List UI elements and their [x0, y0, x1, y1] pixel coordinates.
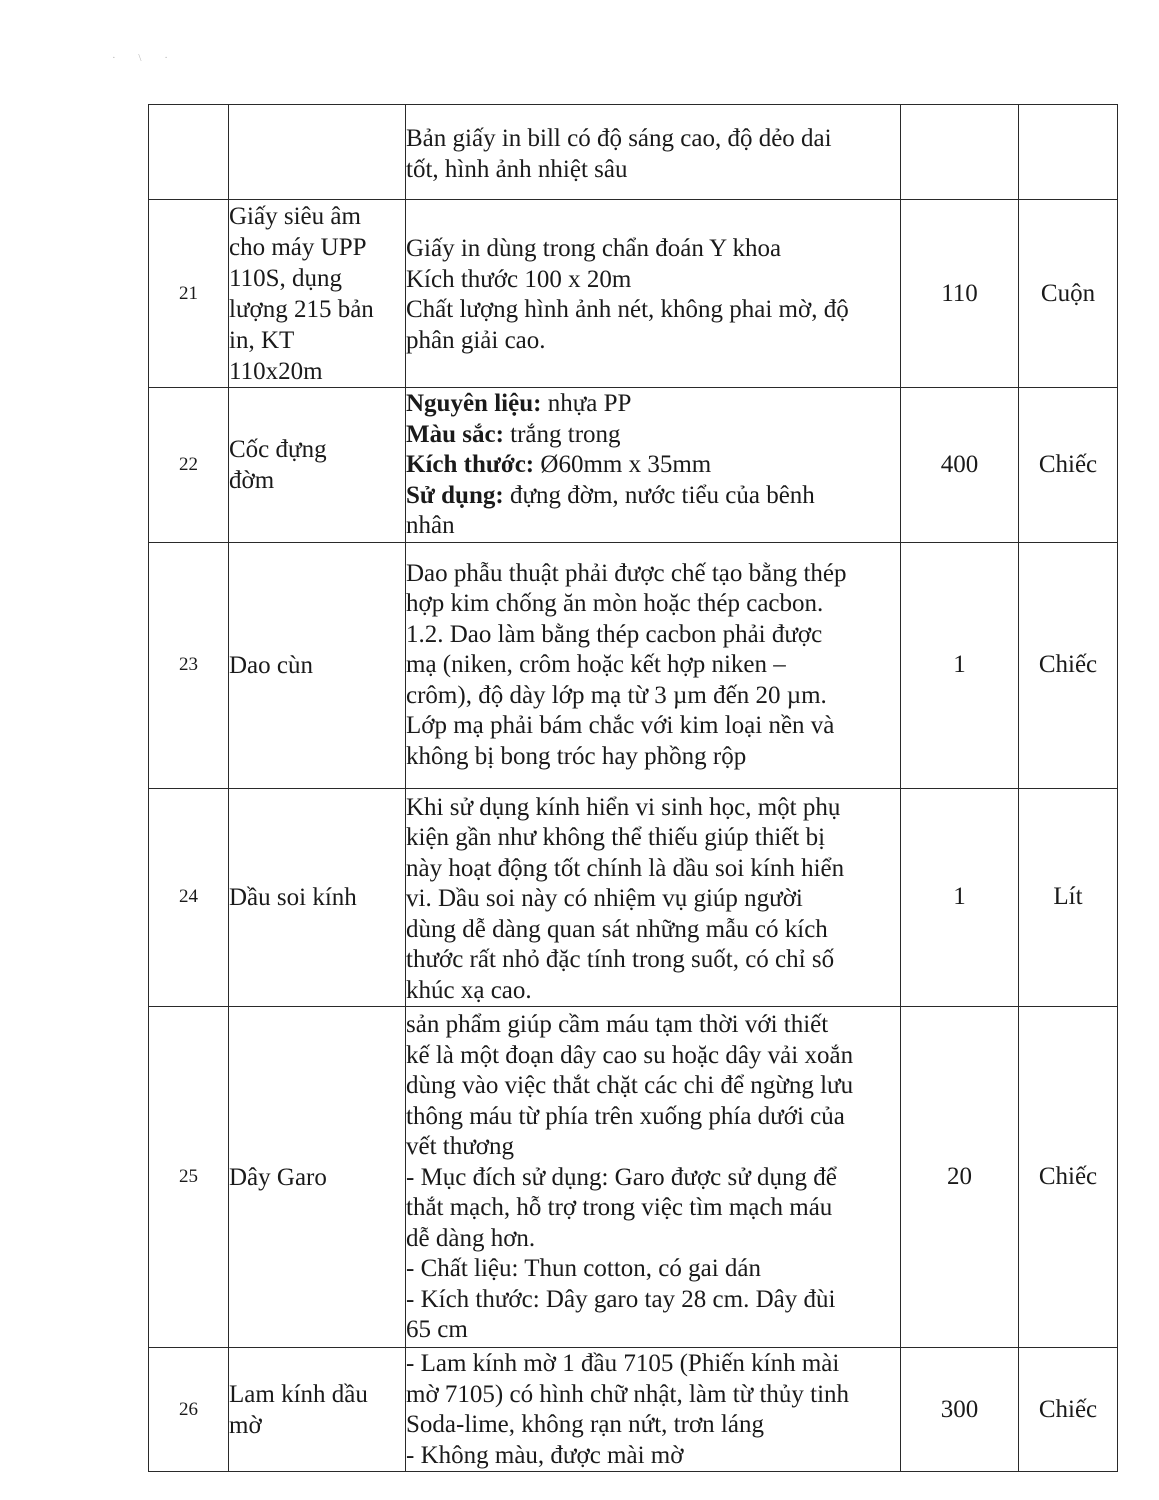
description-line: [406, 823, 900, 854]
description-line: [406, 1132, 900, 1163]
quantity: 300: [901, 1348, 1019, 1472]
description-line: [406, 1285, 900, 1316]
table-row: [149, 200, 1118, 388]
spec-label: Sử dụng:: [406, 481, 504, 509]
spec-text: Kích thước 100 x 20m: [406, 265, 632, 293]
spec-text: khúc xạ cao.: [406, 976, 532, 1004]
item-name-line: đờm: [229, 466, 275, 494]
unit: Chiếc: [1019, 1348, 1118, 1472]
item-name-line: mờ: [229, 1411, 262, 1439]
spec-text: hợp kim chống ăn mòn hoặc thép cacbon.: [406, 590, 824, 618]
description-line: [406, 976, 900, 1007]
spec-text: thước rất nhỏ đặc tính trong suốt, có chỉ số: [406, 946, 835, 973]
quantity: 1: [901, 542, 1019, 788]
spec-text: kiện gần như không thể thiếu giúp thiết bị: [406, 824, 826, 851]
row-number: 22: [149, 388, 229, 543]
description-line: [406, 326, 900, 357]
description-line: [406, 620, 900, 651]
item-name-line: Dây Garo: [229, 1163, 327, 1191]
spec-text: Lớp mạ phải bám chắc với kim loại nền và: [406, 712, 835, 740]
table-row: [149, 788, 1118, 1007]
table-body: [149, 105, 1118, 1472]
spec-text: kế là một đoạn dây cao su hoặc dây vải xoắn: [406, 1041, 854, 1069]
quantity: 1: [901, 788, 1019, 1007]
description-line: [406, 265, 900, 296]
spec-text: thắt mạch, hỗ trợ trong việc tìm mạch máu: [406, 1194, 833, 1222]
unit: Cuộn: [1019, 200, 1118, 388]
item-name: [229, 200, 406, 388]
spec-text: Soda-lime, không rạn nứt, trơn láng: [406, 1411, 764, 1438]
spec-text: 65 cm: [406, 1316, 468, 1344]
spec-text: crôm), độ dày lớp mạ từ 3 µm đến 20 µm.: [406, 681, 827, 709]
spec-text: vết thương: [406, 1133, 515, 1161]
item-description: [406, 542, 901, 788]
item-name: [229, 105, 406, 200]
description-line: [406, 742, 900, 773]
item-name-line: cho máy UPP: [229, 233, 367, 261]
unit: [1019, 105, 1118, 200]
item-name: [229, 1007, 406, 1348]
spec-text: mờ 7105) có hình chữ nhật, làm từ thủy tinh: [406, 1380, 850, 1408]
description-line: [406, 1163, 900, 1194]
quantity: [901, 105, 1019, 200]
row-number: [149, 105, 229, 200]
item-name: [229, 788, 406, 1007]
table-row: [149, 105, 1118, 200]
unit: Chiếc: [1019, 542, 1118, 788]
table-row: [149, 1348, 1118, 1472]
scan-margin-mark: · \ ·: [112, 52, 178, 64]
spec-text: Bản giấy in bill có độ sáng cao, độ dẻo dai: [406, 125, 832, 152]
spec-text: Giấy in dùng trong chẩn đoán Y khoa: [406, 235, 782, 262]
quantity: 400: [901, 388, 1019, 543]
row-number: 26: [149, 1348, 229, 1472]
unit: Chiếc: [1019, 388, 1118, 543]
description-line: [406, 1224, 900, 1255]
description-line: [406, 1254, 900, 1285]
item-name-line: Cốc đựng: [229, 435, 327, 463]
equipment-spec-table: [148, 104, 1118, 1472]
row-number: 25: [149, 1007, 229, 1348]
spec-text: tốt, hình ảnh nhiệt sâu: [406, 155, 628, 183]
description-line: [406, 420, 900, 451]
description-line: [406, 1102, 900, 1133]
description-line: [406, 589, 900, 620]
spec-text: Ø60mm x 35mm: [534, 451, 712, 478]
item-description: [406, 788, 901, 1007]
spec-text: sản phẩm giúp cầm máu tạm thời với thiết: [406, 1011, 829, 1039]
item-name: [229, 542, 406, 788]
description-line: [406, 155, 900, 186]
description-line: [406, 854, 900, 885]
spec-text: - Chất liệu: Thun cotton, có gai dán: [406, 1255, 762, 1283]
spec-text: dùng dễ dàng quan sát những mẫu có kích: [406, 915, 828, 943]
quantity: 110: [901, 200, 1019, 388]
row-number: 23: [149, 542, 229, 788]
description-line: [406, 1380, 900, 1411]
spec-label: Màu sắc:: [406, 420, 504, 448]
description-line: [406, 711, 900, 742]
spec-text: - Kích thước: Dây garo tay 28 cm. Dây đùi: [406, 1285, 836, 1313]
item-name: [229, 388, 406, 543]
description-line: [406, 1410, 900, 1441]
item-description: [406, 1007, 901, 1348]
description-line: [406, 559, 900, 590]
item-name-line: 110S, dụng: [229, 264, 342, 292]
spec-text: - Không màu, được mài mờ: [406, 1441, 684, 1469]
description-line: [406, 234, 900, 265]
spec-text: thông máu từ phía trên xuống phía dưới của: [406, 1102, 845, 1130]
spec-text: nhựa PP: [541, 390, 632, 417]
item-name-line: lượng 215 bản: [229, 295, 374, 323]
description-line: [406, 1315, 900, 1346]
spec-text: vi. Dầu soi này có nhiệm vụ giúp người: [406, 885, 803, 912]
description-line: [406, 124, 900, 155]
item-name-line: Giấy siêu âm: [229, 202, 361, 230]
item-name-line: Dầu soi kính: [229, 883, 357, 911]
description-line: [406, 945, 900, 976]
description-line: [406, 1441, 900, 1472]
spec-text: này hoạt động tốt chính là dầu soi kính hiển: [406, 854, 845, 882]
description-line: [406, 450, 900, 481]
table-row: [149, 542, 1118, 788]
item-description: [406, 388, 901, 543]
description-line: [406, 650, 900, 681]
table-row: [149, 388, 1118, 543]
description-line: [406, 884, 900, 915]
description-line: [406, 793, 900, 824]
spec-text: Chất lượng hình ảnh nét, không phai mờ, độ: [406, 296, 849, 323]
row-number: 24: [149, 788, 229, 1007]
item-name-line: Dao cùn: [229, 651, 313, 679]
item-name: [229, 1348, 406, 1472]
description-line: [406, 1193, 900, 1224]
description-line: [406, 481, 900, 512]
description-line: [406, 295, 900, 326]
spec-text: Dao phẫu thuật phải được chế tạo bằng thép: [406, 559, 847, 587]
spec-text: phân giải cao.: [406, 326, 546, 354]
item-name-line: 110x20m: [229, 357, 323, 385]
description-line: [406, 681, 900, 712]
item-description: [406, 1348, 901, 1472]
spec-label: Nguyên liệu:: [406, 390, 542, 417]
spec-text: - Mục đích sử dụng: Garo được sử dụng để: [406, 1163, 837, 1191]
item-name-line: Lam kính dầu: [229, 1380, 368, 1408]
description-line: [406, 389, 900, 420]
spec-text: đựng đờm, nước tiểu của bênh: [503, 481, 815, 509]
item-name-line: in, KT: [229, 326, 295, 354]
spec-text: trắng trong: [503, 420, 621, 448]
unit: Chiếc: [1019, 1007, 1118, 1348]
description-line: [406, 1010, 900, 1041]
quantity: 20: [901, 1007, 1019, 1348]
spec-text: mạ (niken, crôm hoặc kết hợp niken –: [406, 651, 786, 679]
spec-text: Khi sử dụng kính hiển vi sinh học, một phụ: [406, 793, 841, 821]
table-row: [149, 1007, 1118, 1348]
description-line: [406, 511, 900, 542]
spec-text: 1.2. Dao làm bằng thép cacbon phải được: [406, 620, 823, 648]
description-line: [406, 1349, 900, 1380]
item-description: [406, 105, 901, 200]
description-line: [406, 915, 900, 946]
description-line: [406, 1041, 900, 1072]
unit: Lít: [1019, 788, 1118, 1007]
spec-text: - Lam kính mờ 1 đầu 7105 (Phiến kính mài: [406, 1350, 840, 1377]
spec-text: không bị bong tróc hay phồng rộp: [406, 742, 747, 770]
row-number: 21: [149, 200, 229, 388]
description-line: [406, 1071, 900, 1102]
spec-text: nhân: [406, 512, 455, 539]
item-description: [406, 200, 901, 388]
spec-label: Kích thước:: [406, 451, 535, 478]
spec-text: dễ dàng hơn.: [406, 1224, 536, 1252]
spec-text: dùng vào việc thắt chặt các chi để ngừng lưu: [406, 1072, 854, 1100]
